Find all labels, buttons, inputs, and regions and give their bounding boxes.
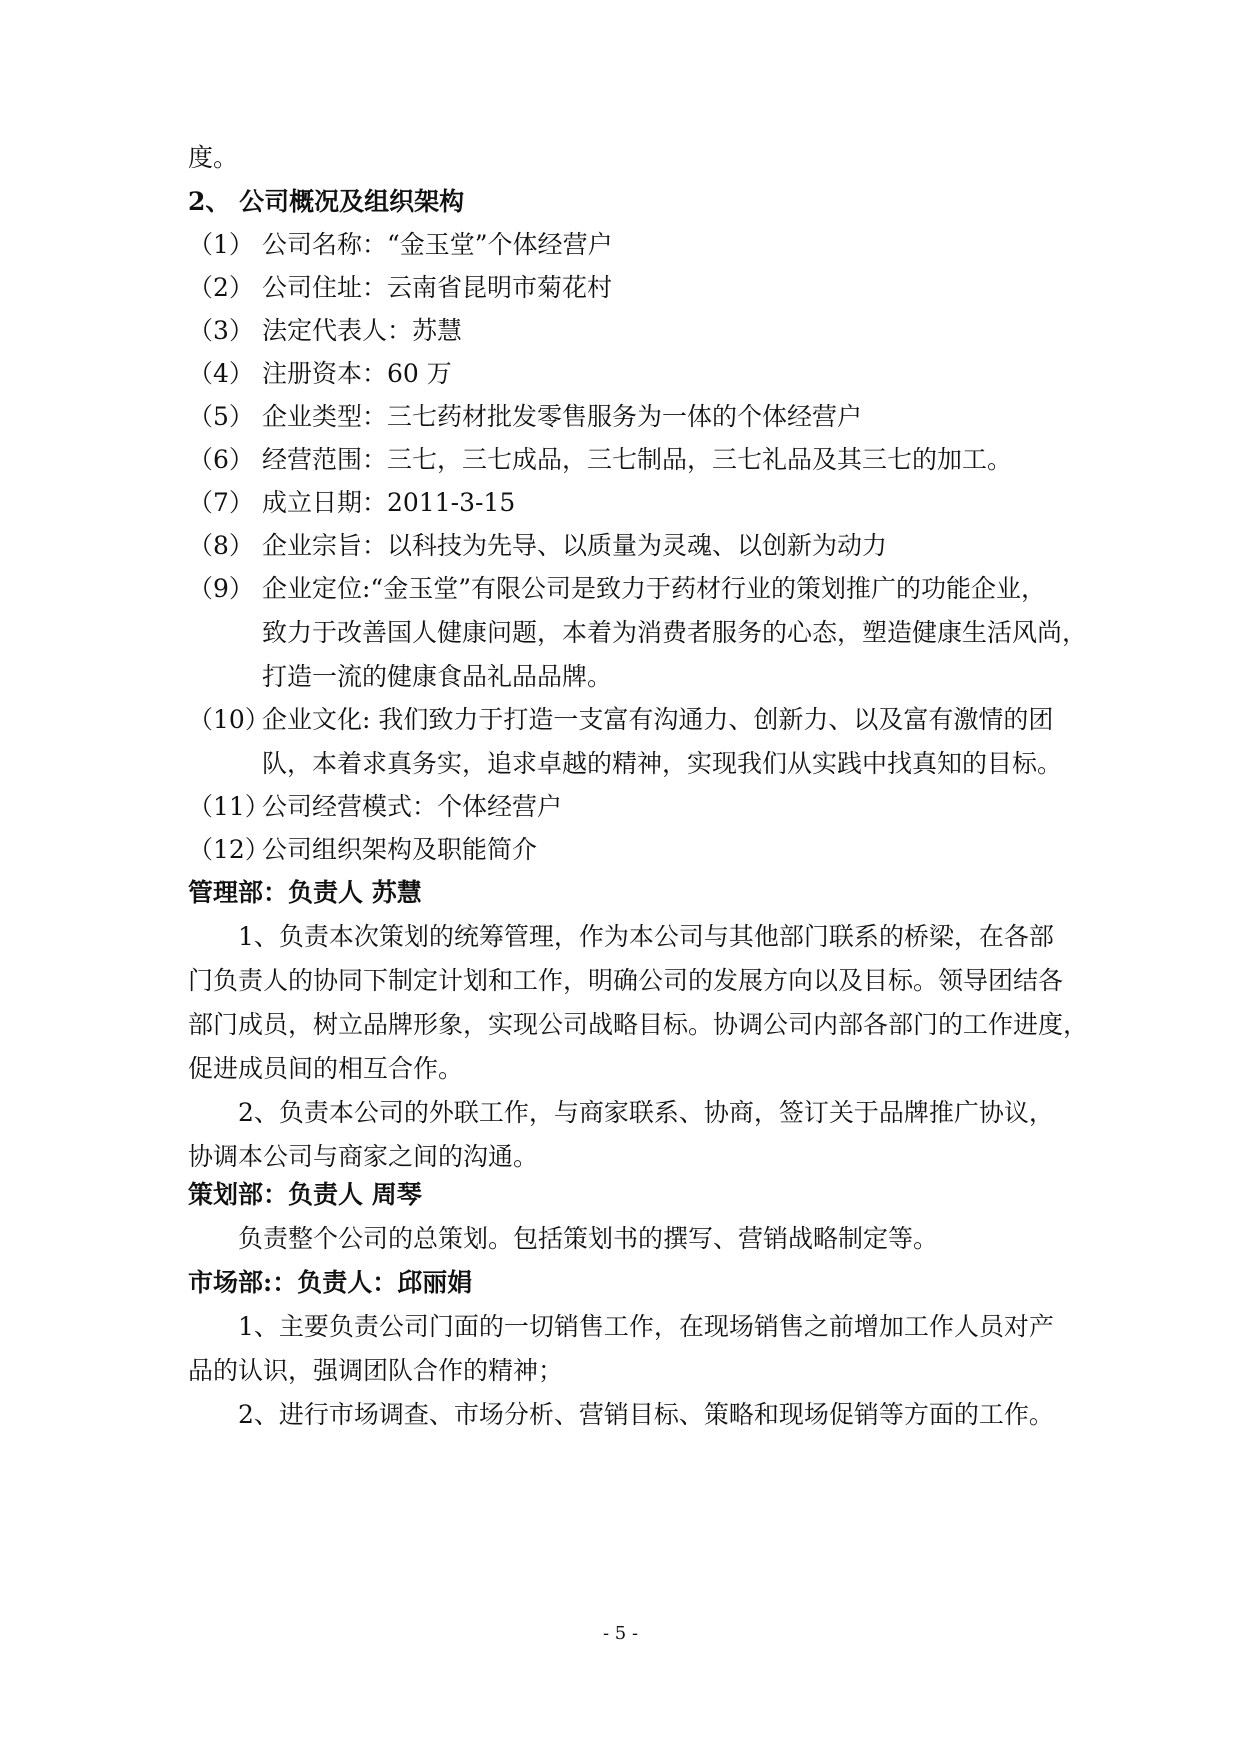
list-text: 公司住址：云南省昆明市菊花村 [262, 273, 613, 302]
list-item-10-continuation: 队，本着求真务实，追求卓越的精神，实现我们从实践中找真知的目标。 [262, 749, 1063, 778]
management-dept-heading: 管理部：负责人 苏慧 [188, 878, 422, 907]
list-number: （6） [188, 445, 254, 474]
list-item-9-continuation-2: 打造一流的健康食品礼品品牌。 [262, 662, 613, 691]
market-para-1-line-1: 1、主要负责公司门面的一切销售工作，在现场销售之前增加工作人员对产 [238, 1312, 1054, 1341]
page-number: - 5 - [602, 1623, 639, 1644]
list-item-3 [188, 314, 1068, 348]
list-text: 注册资本：60 万 [262, 359, 452, 388]
market-dept-heading: 市场部:：负责人：邱丽娟 [188, 1268, 473, 1297]
management-para-1-line-3: 部门成员，树立品牌形象，实现公司战略目标。协调公司内部各部门的工作进度， [188, 1010, 1089, 1039]
list-item-11 [188, 790, 1068, 824]
list-item-9-continuation-1: 致力于改善国人健康问题，本着为消费者服务的心态，塑造健康生活风尚， [262, 618, 1088, 647]
management-para-2-line-2: 协调本公司与商家之间的沟通。 [188, 1142, 539, 1171]
list-number: （11） [188, 792, 270, 821]
list-item-6 [188, 443, 1068, 477]
list-item-1 [188, 228, 1068, 262]
section-heading-company-overview: 2、 公司概况及组织架构 [188, 187, 465, 216]
list-text: 企业宗旨：以科技为先导、以质量为灵魂、以创新为动力 [262, 531, 888, 560]
market-para-2: 2、进行市场调查、市场分析、营销目标、策略和现场促销等方面的工作。 [238, 1400, 1054, 1429]
list-number: （2） [188, 273, 254, 302]
list-number: （12） [188, 835, 270, 864]
list-number: （5） [188, 402, 254, 431]
list-number: （10） [188, 705, 270, 734]
list-number: （3） [188, 316, 254, 345]
management-para-1-line-1: 1、负责本次策划的统筹管理，作为本公司与其他部门联系的桥梁，在各部 [238, 922, 1054, 951]
intro-tail-text: 度。 [188, 143, 239, 172]
list-text: 企业类型：三七药材批发零售服务为一体的个体经营户 [262, 402, 863, 431]
management-para-2-line-1: 2、负责本公司的外联工作，与商家联系、协商，签订关于品牌推广协议， [238, 1098, 1054, 1127]
list-number: （4） [188, 359, 254, 388]
list-item-8 [188, 529, 1068, 563]
list-item-2 [188, 271, 1068, 305]
list-text: 企业文化: 我们致力于打造一支富有沟通力、创新力、以及富有激情的团 [262, 705, 1054, 734]
list-number: （9） [188, 574, 254, 603]
planning-para: 负责整个公司的总策划。包括策划书的撰写、营销战略制定等。 [238, 1224, 939, 1253]
list-item-12 [188, 833, 1068, 867]
management-para-1-line-2: 门负责人的协同下制定计划和工作，明确公司的发展方向以及目标。领导团结各 [188, 966, 1064, 995]
market-para-1-line-2: 品的认识，强调团队合作的精神； [188, 1356, 564, 1385]
list-number: （8） [188, 531, 254, 560]
list-item-10 [188, 703, 1068, 737]
list-text: 公司名称：“金玉堂”个体经营户 [262, 230, 613, 259]
list-item-7 [188, 486, 1068, 520]
list-text: 经营范围：三七，三七成品，三七制品，三七礼品及其三七的加工。 [262, 445, 1013, 474]
list-item-4 [188, 357, 1068, 391]
management-para-1-line-4: 促进成员间的相互合作。 [188, 1054, 464, 1083]
list-item-9 [188, 572, 1068, 606]
list-text: 法定代表人：苏慧 [262, 316, 463, 345]
planning-dept-heading: 策划部：负责人 周琴 [188, 1180, 422, 1209]
list-number: （1） [188, 230, 254, 259]
list-text: 成立日期：2011-3-15 [262, 488, 516, 517]
list-item-5 [188, 400, 1068, 434]
list-number: （7） [188, 488, 254, 517]
list-text: 公司组织架构及职能简介 [262, 835, 538, 864]
list-text: 公司经营模式：个体经营户 [262, 792, 563, 821]
list-text: 企业定位:“金玉堂”有限公司是致力于药材行业的策划推广的功能企业， [262, 574, 1046, 603]
